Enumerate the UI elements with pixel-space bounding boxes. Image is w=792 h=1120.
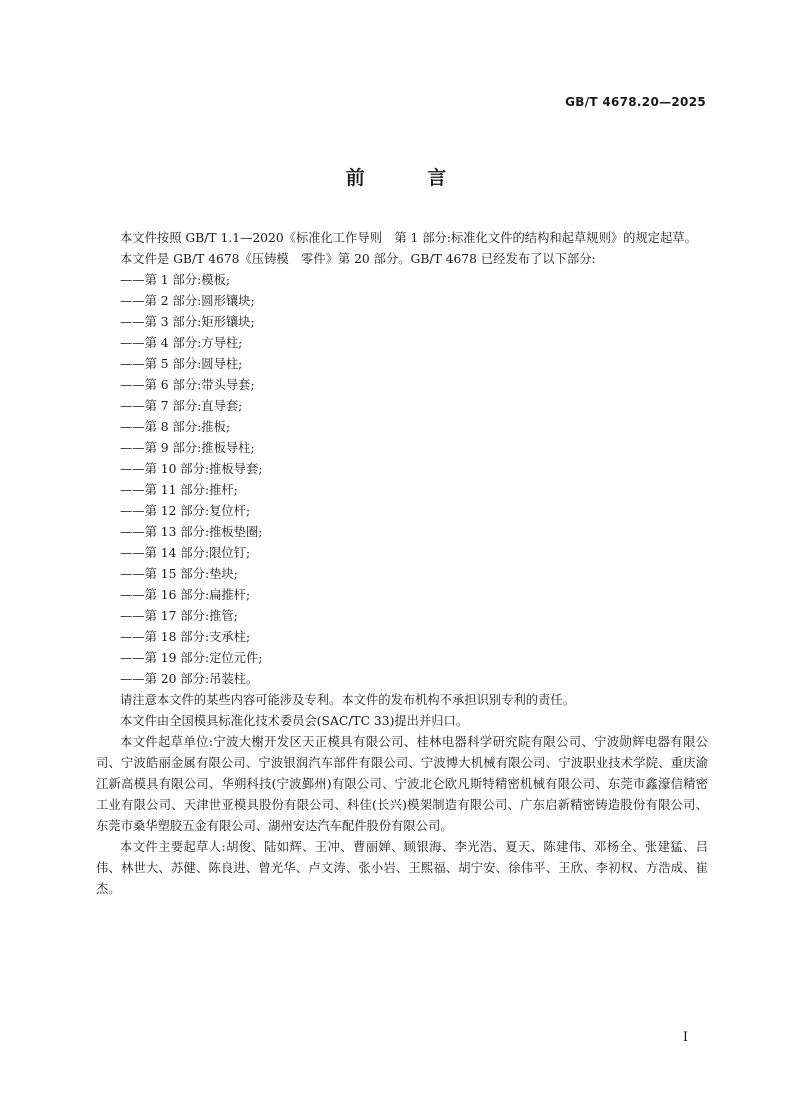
list-item: ——第 11 部分:推杆; xyxy=(120,483,238,497)
list-item: ——第 1 部分:模板; xyxy=(120,273,231,287)
page-number: I xyxy=(682,1030,688,1045)
paragraph-drafting-rules: 本文件按照 GB/T 1.1—2020《标准化工作导则 第 1 部分:标准化文件的结构和起草规则》的规定起草。 xyxy=(120,231,697,245)
list-item: ——第 7 部分:直导套; xyxy=(120,399,243,413)
list-item: ——第 4 部分:方导柱; xyxy=(120,336,243,350)
paragraph-drafters: 本文件主要起草人:胡俊、陆如辉、王冲、曹丽婵、顾银海、李光浩、夏天、陈建伟、邓杨全、张建猛、吕伟、林世大、苏健、陈良进、曾光华、卢文涛、张小岩、王熙福、胡宁安、徐伟平、王欣、李初权、方浩成、崔杰。 xyxy=(96,840,708,896)
page-title: 前 言 xyxy=(345,167,475,189)
list-item: ——第 13 部分:推板垫圈; xyxy=(120,525,263,539)
list-item: ——第 17 部分:推管; xyxy=(120,609,238,623)
list-item: ——第 8 部分:推板; xyxy=(120,420,231,434)
list-item: ——第 5 部分:圆导柱; xyxy=(120,357,243,371)
standard-code: GB/T 4678.20—2025 xyxy=(565,95,706,109)
list-item: ——第 9 部分:推板导柱; xyxy=(120,441,255,455)
list-item: ——第 2 部分:圆形镶块; xyxy=(120,294,255,308)
list-item: ——第 3 部分:矩形镶块; xyxy=(120,315,255,329)
list-item: ——第 12 部分:复位杆; xyxy=(120,504,251,518)
paragraph-drafting-units: 本文件起草单位:宁波大榭开发区天正模具有限公司、桂林电器科学研究院有限公司、宁波勋辉电器有限公司、宁波皓丽金属有限公司、宁波银润汽车部件有限公司、宁波博大机械有限公司、宁波职业技术学院、重庆渝江新高模具有限公司、华朔科技(宁波鄞州)有限公司、宁波北仑欧凡斯特精密机械有限公司、东莞市鑫濠信精密工业有限公司、天津世亚模具股份有限公司、科佳(长兴)模架制造有限公司、广东启新精密铸造股份有限公司、东莞市桑华塑胶五金有限公司、湖州安达汽车配件股份有限公司。 xyxy=(96,735,708,833)
list-item: ——第 16 部分:扁推杆; xyxy=(120,588,251,602)
list-item: ——第 20 部分:吊装柱。 xyxy=(120,672,259,686)
document-body xyxy=(96,228,708,900)
list-item: ——第 10 部分:推板导套; xyxy=(120,462,263,476)
parts-list xyxy=(96,270,708,690)
list-item: ——第 6 部分:带头导套; xyxy=(120,378,255,392)
list-item: ——第 19 部分:定位元件; xyxy=(120,651,263,665)
paragraph-proposer: 本文件由全国模具标准化技术委员会(SAC/TC 33)提出并归口。 xyxy=(120,714,469,728)
paragraph-series-intro: 本文件是 GB/T 4678《压铸模 零件》第 20 部分。GB/T 4678 已经发布了以下部分: xyxy=(120,252,596,266)
paragraph-patent-notice: 请注意本文件的某些内容可能涉及专利。本文件的发布机构不承担识别专利的责任。 xyxy=(120,693,575,707)
list-item: ——第 15 部分:垫块; xyxy=(120,567,238,581)
list-item: ——第 18 部分:支承柱; xyxy=(120,630,251,644)
list-item: ——第 14 部分:限位钉; xyxy=(120,546,251,560)
